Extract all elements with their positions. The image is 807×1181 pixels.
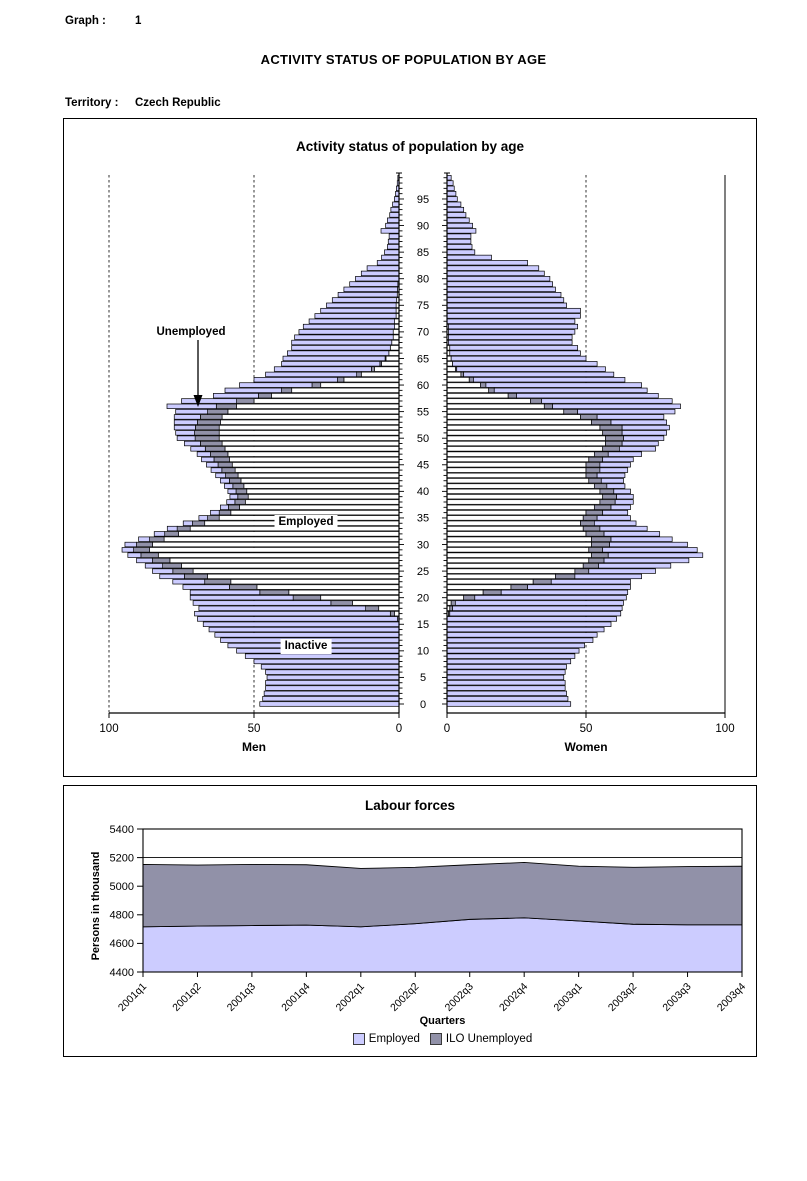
svg-text:2001q1: 2001q1	[115, 980, 150, 1014]
legend-swatch-employed	[353, 1033, 365, 1045]
pyramid-chart-frame	[63, 118, 757, 777]
svg-text:95: 95	[416, 193, 430, 206]
territory-label: Territory :	[65, 97, 119, 109]
legend-item-employed	[353, 1033, 420, 1045]
svg-text:80: 80	[416, 273, 430, 286]
svg-text:2002q2: 2002q2	[388, 980, 422, 1014]
svg-text:5000: 5000	[109, 881, 134, 893]
svg-text:60: 60	[416, 379, 430, 392]
svg-text:0: 0	[419, 698, 427, 711]
svg-text:2003q4: 2003q4	[714, 980, 749, 1014]
labour-forces-chart-title: Labour forces	[364, 798, 456, 813]
legend-item-ilo-unemployed	[430, 1033, 532, 1045]
svg-text:100: 100	[715, 723, 735, 735]
territory-value: Czech Republic	[135, 97, 221, 109]
labour-forces-chart-canvas	[64, 786, 754, 1054]
svg-text:2003q2: 2003q2	[605, 980, 640, 1014]
svg-text:2002q4: 2002q4	[497, 980, 531, 1014]
svg-text:2003q1: 2003q1	[551, 980, 585, 1014]
pyramid-chart-title: Activity status of population by age	[295, 139, 525, 154]
legend-swatch-ilo-unemployed	[430, 1033, 442, 1045]
svg-text:0: 0	[443, 723, 451, 735]
svg-text:4400: 4400	[109, 966, 134, 979]
graph-number: 1	[135, 15, 142, 27]
annotation-employed: Employed	[275, 515, 338, 530]
svg-text:45: 45	[416, 459, 430, 472]
y-axis-title: Persons in thousand	[90, 851, 102, 961]
svg-text:2003q3: 2003q3	[660, 980, 694, 1014]
svg-text:4600: 4600	[109, 938, 134, 951]
women-axis-label: Women	[564, 740, 608, 754]
svg-text:2002q3: 2002q3	[442, 980, 476, 1014]
men-axis-label: Men	[242, 740, 266, 754]
graph-label: Graph :	[65, 15, 106, 27]
legend-label-employed: Employed	[368, 1033, 420, 1045]
svg-text:15: 15	[416, 619, 430, 632]
svg-text:0: 0	[395, 723, 403, 735]
svg-text:65: 65	[416, 353, 430, 366]
svg-text:50: 50	[247, 723, 261, 735]
svg-text:5200: 5200	[109, 852, 134, 865]
svg-text:30: 30	[416, 539, 430, 552]
svg-text:10: 10	[416, 645, 430, 658]
svg-text:90: 90	[416, 220, 430, 233]
svg-text:2001q4: 2001q4	[279, 980, 313, 1014]
pyramid-chart-canvas	[64, 119, 754, 774]
svg-text:5: 5	[419, 672, 427, 685]
svg-text:4800: 4800	[109, 909, 134, 922]
svg-text:35: 35	[416, 512, 430, 525]
svg-text:100: 100	[99, 723, 119, 735]
svg-text:40: 40	[416, 486, 430, 499]
chart-legend	[143, 1033, 742, 1045]
svg-text:2002q1: 2002q1	[333, 980, 367, 1014]
svg-text:2001q2: 2001q2	[170, 980, 204, 1014]
svg-text:5400: 5400	[109, 823, 134, 836]
svg-text:85: 85	[416, 246, 430, 259]
annotation-inactive: Inactive	[281, 639, 332, 654]
page-title: ACTIVITY STATUS OF POPULATION BY AGE	[260, 52, 547, 67]
svg-text:2001q3: 2001q3	[224, 980, 259, 1014]
svg-text:55: 55	[416, 406, 430, 419]
svg-text:20: 20	[416, 592, 430, 605]
svg-text:75: 75	[416, 300, 430, 313]
x-axis-title: Quarters	[419, 1015, 466, 1027]
svg-text:25: 25	[416, 565, 430, 578]
svg-text:50: 50	[416, 433, 430, 445]
svg-text:70: 70	[416, 326, 430, 339]
labour-forces-chart-frame	[63, 785, 757, 1057]
legend-label-ilo-unemployed: ILO Unemployed	[445, 1033, 533, 1045]
svg-text:50: 50	[579, 723, 593, 735]
annotation-unemployed: Unemployed	[156, 326, 226, 338]
